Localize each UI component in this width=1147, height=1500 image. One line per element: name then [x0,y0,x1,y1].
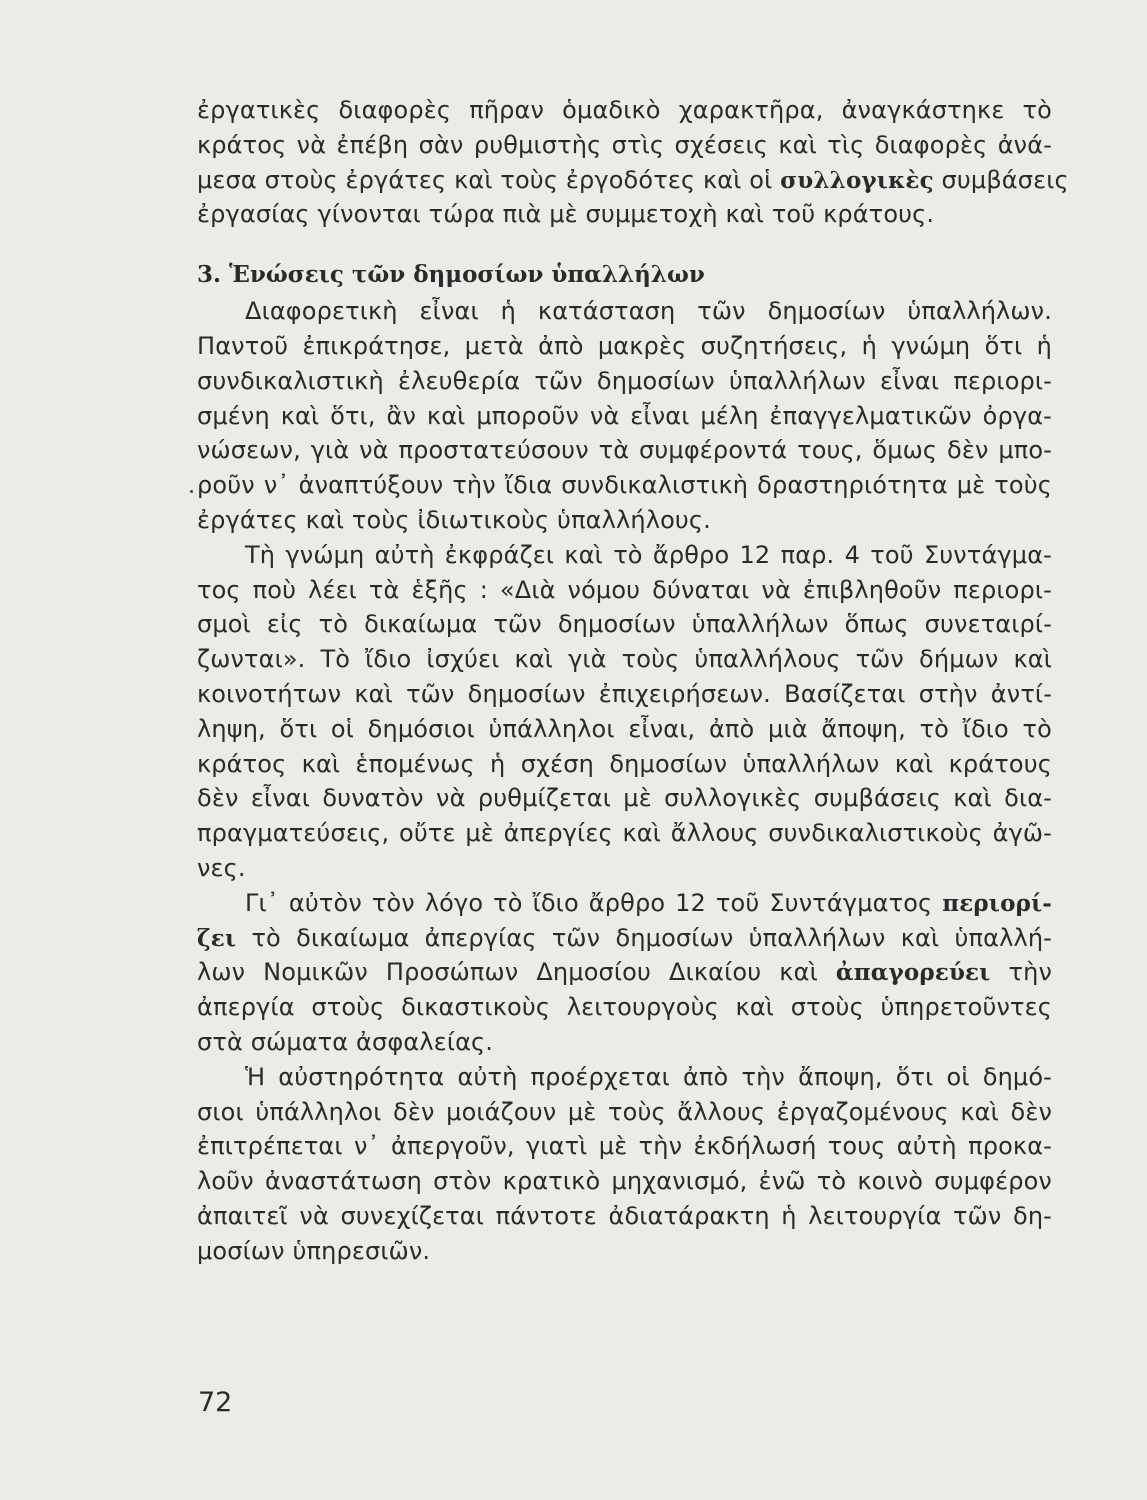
text-line: Τὴ γνώμη αὐτὴ ἐκφράζει καὶ τὸ ἄρθρο 12 παρ. 4 τοῦ Συντάγμα- [245,540,1052,569]
text-fragment: συμβάσεις [933,165,1069,194]
text-line: ροῦν ν᾿ ἀναπτύξουν τὴν ἴδια συνδικαλιστικὴ δραστηριότητα μὲ τοὺς [197,471,1052,500]
text-line: σιοι ὑπάλληλοι δὲν μοιάζουν μὲ τοὺς ἄλλους ἐργαζομένους καὶ δὲν [197,1097,1052,1126]
scan-speck [190,490,193,493]
text-line: μοσίων ὑπηρεσιῶν. [197,1236,431,1265]
text-line: Διαφορετικὴ εἶναι ἡ κατάσταση τῶν δημοσίων ὑπαλλήλων. [245,297,1052,326]
text-line: σμοὶ εἰς τὸ δικαίωμα τῶν δημοσίων ὑπαλλήλων ὅπως συνεταιρί- [197,610,1052,639]
text-line: κράτος νὰ ἐπέβη σὰν ρυθμιστὴς στὶς σχέσεις καὶ τὶς διαφορὲς ἀνά- [197,130,1052,159]
text-line: ἐπιτρέπεται ν᾿ ἀπεργοῦν, γιατὶ μὲ τὴν ἐκδήλωσή τους αὐτὴ προκα- [197,1132,1052,1161]
text-fragment: μεσα στοὺς ἐργάτες καὶ τοὺς ἐργοδότες καὶ οἱ [197,165,781,194]
text-line: ἀπαιτεῖ νὰ συνεχίζεται πάντοτε ἀδιατάρακτη ἡ λειτουργία τῶν δη- [197,1201,1052,1230]
text-line: στὰ σώματα ἀσφαλείας. [197,1027,494,1056]
text-line [197,163,1069,198]
text-line [197,886,1052,921]
text-line: ἐργάτες καὶ τοὺς ἰδιωτικοὺς ὑπαλλήλους. [197,505,711,534]
text-fragment: λων Νομικῶν Προσώπων Δημοσίου Δικαίου καὶ [197,958,836,987]
paragraph [197,538,1052,886]
spacer [197,232,1052,258]
section-heading: 3. Ἑνώσεις τῶν δημοσίων ὑπαλλήλων [197,261,705,289]
bold-term: περιορί- [942,889,1052,917]
text-line: Ἡ αὐστηρότητα αὐτὴ προέρχεται ἀπὸ τὴν ἄποψη, ὅτι οἱ δημό- [245,1062,1052,1091]
paragraph-continuation [197,93,1069,232]
paragraph [197,1060,1052,1269]
bold-term: ζει [197,924,237,952]
text-line: συνδικαλιστικὴ ἐλευθερία τῶν δημοσίων ὑπαλλήλων εἶναι περιορι- [197,366,1052,395]
page-body [197,93,1069,1269]
text-fragment: τὸ δικαίωμα ἀπεργίας τῶν δημοσίων ὑπαλλήλων καὶ ὑπαλλή- [236,923,1052,952]
text-line: κράτος καὶ ἑπομένως ἡ σχέση δημοσίων ὑπαλλήλων καὶ κράτους [197,749,1052,778]
text-line: δὲν εἶναι δυνατὸν νὰ ρυθμίζεται μὲ συλλογικὲς συμβάσεις καὶ δια- [197,784,1052,813]
text-line: κοινοτήτων καὶ τῶν δημοσίων ἐπιχειρήσεων. Βασίζεται στὴν ἀντί- [197,679,1052,708]
bold-term: συλλογικὲς [780,166,934,194]
text-line: νες. [197,853,246,882]
bold-term: ἀπαγορεύει [835,959,991,987]
text-line: Παντοῦ ἐπικράτησε, μετὰ ἀπὸ μακρὲς συζητήσεις, ἡ γνώμη ὅτι ἡ [197,331,1052,360]
text-fragment: Γι᾿ αὐτὸν τὸν λόγο τὸ ἴδιο ἄρθρο 12 τοῦ Συντάγματος [245,888,943,917]
text-line: λοῦν ἀναστάτωση στὸν κρατικὸ μηχανισμό, ἐνῶ τὸ κοινὸ συμφέρον [197,1167,1052,1196]
page-number: 72 [198,1387,233,1418]
text-line: σμένη καὶ ὅτι, ἂν καὶ μποροῦν νὰ εἶναι μέλη ἐπαγγελματικῶν ὀργα- [197,401,1052,430]
text-line: πραγματεύσεις, οὔτε μὲ ἀπεργίες καὶ ἄλλους συνδικαλιστικοὺς ἀγῶ- [197,819,1052,848]
text-line: νώσεων, γιὰ νὰ προστατεύσουν τὰ συμφέροντά τους, ὅμως δὲν μπο- [197,436,1052,465]
text-fragment: τὴν [990,958,1052,987]
text-line [197,955,1052,990]
text-line [197,921,1052,956]
text-line: ζωνται». Τὸ ἴδιο ἰσχύει καὶ γιὰ τοὺς ὑπαλλήλους τῶν δήμων καὶ [197,645,1052,674]
text-line: ἀπεργία στοὺς δικαστικοὺς λειτουργοὺς καὶ στοὺς ὑπηρετοῦντες [197,993,1052,1022]
text-line: τος ποὺ λέει τὰ ἑξῆς : «Διὰ νόμου δύναται νὰ ἐπιβληθοῦν περιορι- [197,575,1052,604]
paragraph [197,886,1052,1060]
paragraph [197,294,1052,538]
text-line: ἐργατικὲς διαφορὲς πῆραν ὁμαδικὸ χαρακτῆρα, ἀναγκάστηκε τὸ [197,96,1052,124]
text-line: ἐργασίας γίνονται τώρα πιὰ μὲ συμμετοχὴ καὶ τοῦ κράτους. [197,200,935,229]
text-line: ληψη, ὅτι οἱ δημόσιοι ὑπάλληλοι εἶναι, ἀπὸ μιὰ ἄποψη, τὸ ἴδιο τὸ [197,714,1052,743]
